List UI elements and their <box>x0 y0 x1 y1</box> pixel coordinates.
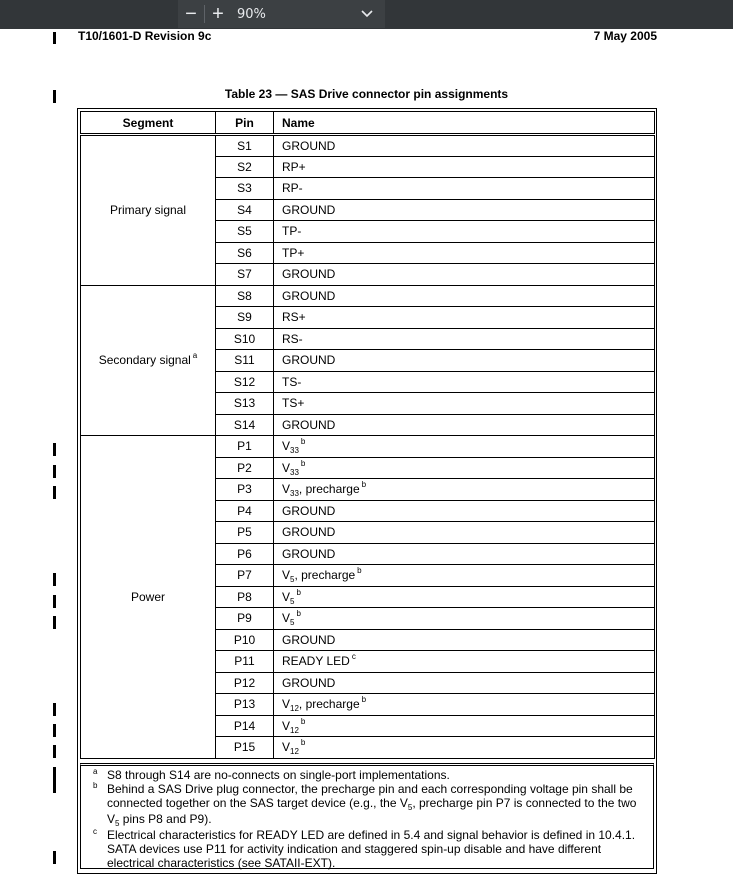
pin-name-suffix: , precharge <box>298 697 360 712</box>
chevron-down-icon[interactable] <box>355 0 379 28</box>
pin-name: RS- <box>282 331 303 346</box>
pin-name-cell <box>274 586 655 608</box>
pin-name-subscript: 5 <box>290 575 295 585</box>
pin-name: V <box>282 740 291 755</box>
footnote-c <box>93 828 649 870</box>
zoom-out-button[interactable]: − <box>185 2 197 25</box>
pin-cell: S6 <box>216 242 274 264</box>
footnote-mark: a <box>93 767 98 776</box>
pin-cell: P13 <box>216 694 274 716</box>
footnote-text-part: Behind a SAS Drive plug connector, the precharge pin and each corresponding voltage pin shall be connected together on the SAS target device (e.g., the V <box>107 782 633 810</box>
table-title: Table 23 — SAS Drive connector pin assignments <box>224 87 509 101</box>
segment-cell <box>81 285 216 436</box>
pin-name-cell <box>274 350 655 372</box>
footnote-mark: c <box>93 827 97 836</box>
pin-name-cell <box>274 629 655 651</box>
pin-name-cell <box>274 178 655 200</box>
pin-name-cell <box>274 199 655 221</box>
change-bar <box>53 486 56 499</box>
segment-label: Secondary signal <box>98 353 191 368</box>
pin-name: V <box>282 697 291 712</box>
pin-name-cell <box>274 371 655 393</box>
pin-name-subscript: 12 <box>290 747 299 757</box>
pin-name: GROUND <box>282 138 336 153</box>
pin-cell: S4 <box>216 199 274 221</box>
pin-name-cell <box>274 393 655 415</box>
pin-name: GROUND <box>282 675 336 690</box>
pin-name-subscript: 33 <box>290 467 299 477</box>
table-header-row <box>81 112 655 135</box>
pin-cell: S13 <box>216 393 274 415</box>
pin-name: TS+ <box>282 396 305 411</box>
pin-name: GROUND <box>282 546 336 561</box>
change-bar <box>53 616 56 629</box>
pin-name: TS- <box>282 374 302 389</box>
pin-cell: P9 <box>216 608 274 630</box>
pin-assignment-table <box>80 111 655 759</box>
pin-name-subscript: 12 <box>290 704 299 714</box>
pin-name: GROUND <box>282 267 336 282</box>
pin-name-cell <box>274 264 655 286</box>
column-header-pin: Pin <box>216 112 274 135</box>
pin-name: GROUND <box>282 503 336 518</box>
pin-cell: P14 <box>216 715 274 737</box>
pin-cell: P15 <box>216 737 274 759</box>
pin-name-cell <box>274 221 655 243</box>
change-bar <box>53 465 56 478</box>
footnote-ref: b <box>300 738 306 748</box>
pin-name: V <box>282 568 291 583</box>
zoom-controls <box>178 0 385 28</box>
segment-cell <box>81 436 216 759</box>
pin-cell: S10 <box>216 328 274 350</box>
pin-name-cell <box>274 156 655 178</box>
pin-name: V <box>282 718 291 733</box>
change-bar <box>53 851 56 864</box>
pin-cell: P5 <box>216 522 274 544</box>
pin-name-cell <box>274 457 655 479</box>
pin-name-cell <box>274 242 655 264</box>
pin-name: READY LED <box>282 654 350 669</box>
pin-name: V <box>282 589 291 604</box>
footnote-b <box>93 782 649 828</box>
pin-cell: P8 <box>216 586 274 608</box>
pin-name: GROUND <box>282 525 336 540</box>
pin-name: V <box>282 460 291 475</box>
segment-label: Primary signal <box>109 203 187 218</box>
pin-cell: S8 <box>216 285 274 307</box>
pin-name: V <box>282 439 291 454</box>
pin-name-cell <box>274 307 655 329</box>
pin-name: GROUND <box>282 353 336 368</box>
pin-cell: P3 <box>216 479 274 501</box>
footnote-ref: b <box>296 609 301 619</box>
pin-name-subscript: 5 <box>290 618 295 628</box>
pin-cell: P4 <box>216 500 274 522</box>
pin-name: GROUND <box>282 288 336 303</box>
pin-name: TP+ <box>282 245 305 260</box>
pin-name-cell <box>274 608 655 630</box>
change-bar <box>53 595 56 608</box>
zoom-level-input[interactable]: 90% <box>237 6 266 22</box>
footnote-text: S8 through S14 are no-connects on single-port implementations. <box>107 768 450 782</box>
pin-name: V <box>282 611 291 626</box>
footnote-mark: b <box>93 781 98 790</box>
change-bar <box>53 703 56 716</box>
pin-name-cell <box>274 414 655 436</box>
pin-cell: P7 <box>216 565 274 587</box>
footnote-ref: b <box>300 437 306 447</box>
pin-name-subscript: 33 <box>290 489 299 499</box>
pin-cell: S5 <box>216 221 274 243</box>
footnote-ref: b <box>296 587 301 597</box>
pin-name-cell <box>274 479 655 501</box>
pin-cell: S3 <box>216 178 274 200</box>
table-footnotes <box>80 763 654 869</box>
pin-name: RP+ <box>282 159 306 174</box>
column-header-segment: Segment <box>81 112 216 135</box>
segment-label: Power <box>130 589 165 604</box>
footnote-subscript: 5 <box>115 819 120 828</box>
pin-name-cell <box>274 328 655 350</box>
pin-name-cell <box>274 543 655 565</box>
pin-name-subscript: 12 <box>290 725 299 735</box>
footnote-ref: b <box>357 566 362 576</box>
pin-name-suffix: , precharge <box>298 482 360 497</box>
footnote-text-part: pins P8 and P9). <box>119 812 212 826</box>
pin-name: RP- <box>282 181 303 196</box>
pin-cell: S2 <box>216 156 274 178</box>
pin-name-cell <box>274 135 655 157</box>
footnote-ref: b <box>300 458 306 468</box>
pin-name-cell <box>274 500 655 522</box>
change-bar <box>53 724 56 737</box>
pin-name-cell <box>274 285 655 307</box>
pin-name-cell <box>274 694 655 716</box>
change-bar <box>53 443 56 456</box>
table-row <box>81 436 655 458</box>
pin-cell: S12 <box>216 371 274 393</box>
document-id: T10/1601-D Revision 9c <box>78 29 212 43</box>
pin-name-cell <box>274 651 655 673</box>
pin-name-cell <box>274 565 655 587</box>
footnote-subscript: 5 <box>407 803 413 812</box>
pin-cell: P11 <box>216 651 274 673</box>
footnote-text-part: , precharge pin P7 is connected to the two V <box>107 796 637 826</box>
table-row <box>81 135 655 157</box>
pin-name-cell <box>274 522 655 544</box>
footnote-text: Electrical characteristics for READY LED are defined in 5.4 and signal behavior is defined in 10.4.1. SATA devices use P11 for activity indication and staggered spin-up disable and have different electrical characteristics (see SATAII-EXT). <box>107 828 636 870</box>
pin-name-cell <box>274 672 655 694</box>
pin-cell: S9 <box>216 307 274 329</box>
segment-cell <box>81 135 216 286</box>
pin-name: RS+ <box>282 310 306 325</box>
document-date: 7 May 2005 <box>593 29 657 43</box>
pin-cell: P10 <box>216 629 274 651</box>
footnote-ref: c <box>351 652 356 662</box>
pin-name-subscript: 33 <box>290 446 299 456</box>
change-bar <box>53 745 56 758</box>
zoom-in-button[interactable]: + <box>212 2 224 25</box>
pin-name-cell <box>274 715 655 737</box>
pin-cell: S14 <box>216 414 274 436</box>
column-header-name: Name <box>274 112 655 135</box>
pin-name: GROUND <box>282 202 336 217</box>
footnote-ref: a <box>192 351 198 361</box>
pin-name-subscript: 5 <box>290 596 295 606</box>
pin-cell: P6 <box>216 543 274 565</box>
pin-cell: S11 <box>216 350 274 372</box>
pin-name: GROUND <box>282 632 336 647</box>
pin-cell: P1 <box>216 436 274 458</box>
footnote-ref: b <box>361 480 367 490</box>
pdf-viewer-toolbar <box>0 0 733 29</box>
pin-name: TP- <box>282 224 302 239</box>
table-body <box>81 135 655 759</box>
pin-name-suffix: , precharge <box>294 568 356 583</box>
pin-cell: P12 <box>216 672 274 694</box>
change-bar <box>53 573 56 586</box>
pin-cell: S7 <box>216 264 274 286</box>
footnote-text <box>107 782 649 828</box>
table-row <box>81 285 655 307</box>
pin-name-cell <box>274 737 655 759</box>
pin-name-cell <box>274 436 655 458</box>
pin-cell: P2 <box>216 457 274 479</box>
pin-name: GROUND <box>282 417 336 432</box>
change-bar <box>53 32 56 44</box>
pin-cell: S1 <box>216 135 274 157</box>
footnote-ref: b <box>361 695 367 705</box>
footnote-a <box>93 768 649 782</box>
change-bar <box>53 767 56 793</box>
footnote-ref: b <box>300 716 306 726</box>
pin-name: V <box>282 482 291 497</box>
